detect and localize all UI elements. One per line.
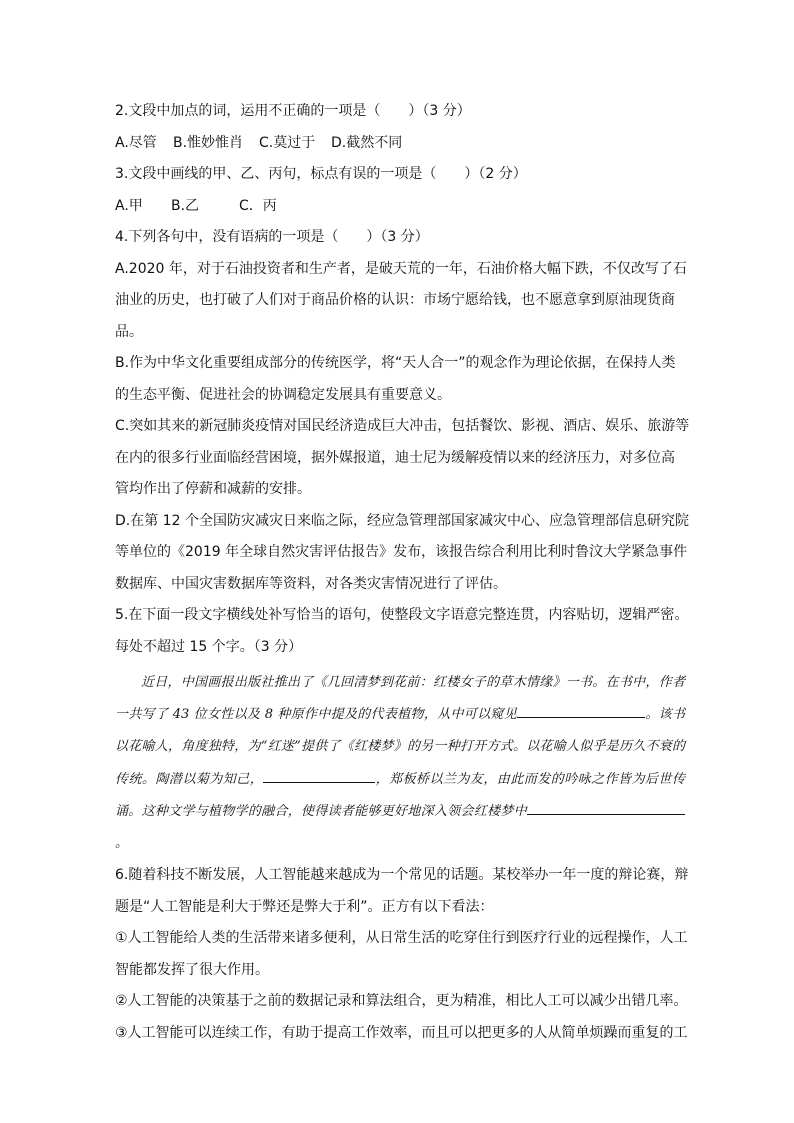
exam-page [115,96,690,1049]
passage-text: 。 [115,836,129,852]
question-2-stem: 2.文段中加点的词，运用不正确的一项是（ ）（3 分） [115,103,471,119]
point-3-line: ③人工智能可以连续工作，有助于提高工作效率，而且可以把更多的人从简单烦躁而重复的工 [115,1024,688,1041]
option-a: A.尽管 [115,134,157,151]
point-2-line: ②人工智能的决策基于之前的数据记录和算法组合，更为精准，相比人工可以减少出错几率。 [115,993,688,1010]
answer-blank-1[interactable] [517,699,645,718]
option-c-line: 管均作出了停薪和减薪的安排。 [115,481,311,497]
option-c-line: 在内的很多行业面临经营困境，据外媒报道，迪士尼为缓解疫情以来的经济压力，对多位高 [115,449,675,466]
option-b: B.惟妙惟肖 [173,134,244,151]
question-6-stem: 题是“人工智能是利大于弊还是弊大于利”。正方有以下看法： [115,898,494,915]
point-1-line: 智能都发挥了很大作用。 [115,961,269,978]
option-a-line: 油业的历史，也打破了人们对于商品价格的认识：市场宁愿给钱，也不愿意拿到原油现货商 [115,292,675,308]
question-3-stem: 3.文段中画线的甲、乙、丙句，标点有误的一项是（ ）（2 分） [115,166,527,182]
question-3-options [115,191,685,223]
question-5-passage [115,667,685,860]
question-2 [115,96,685,159]
option-c: C．丙 [239,197,277,214]
question-5-stem: 5.在下面一段文字横线处补写恰当的语句，使整段文字语意完整连贯，内容贴切，逻辑严密。 [115,607,689,623]
option-b-line: B.作为中华文化重要组成部分的传统医学，将“天人合一”的观念作为理论依据，在保持人类 [115,355,676,371]
option-c: C.莫过于 [259,134,316,151]
question-5-stem: 每处不超过 15 个字。（3 分） [115,638,303,655]
question-2-options [115,128,685,160]
option-d-line: D.在第 12 个全国防灾减灾日来临之际，经应急管理部国家减灾中心、应急管理部信息研究院 [115,512,689,529]
option-d: D.截然不同 [331,134,403,151]
passage-text: 。该书以花喻人，角度独特，为“红迷”提供了《红楼梦》的另一种打开方式。以花喻人似乎是历久不衰的传统。陶潜以菊为知己， [115,707,685,787]
option-a-line: A.2020 年，对于石油投资者和生产者，是破天荒的一年，石油价格大幅下跌，不仅改写了石 [115,260,687,277]
question-4-stem: 4.下列各句中，没有语病的一项是（ ）（3 分） [115,229,429,245]
passage-text: 近日，中国画报出版社推出了《几回清梦到花前：红楼女子的草木情缘》一书。在书中，作者一共写了 43 位女性以及 8 种原作中提及的代表植物，从中可以窥见 [115,675,685,723]
passage-text: ，郑板桥以兰为友，由此而发的吟咏之作皆为后世传诵。这种文学与植物学的融合，使得读者能够更好地深入领会红楼梦中 [115,771,685,819]
answer-blank-3[interactable] [527,796,685,815]
option-d-line: 数据库、中国灾害数据库等资料，对各类灾害情况进行了评估。 [115,575,507,592]
question-3 [115,159,685,222]
answer-blank-2[interactable] [263,764,375,783]
question-6 [115,860,689,1049]
point-1-line: ①人工智能给人类的生活带来诸多便利，从日常生活的吃穿住行到医疗行业的远程操作，人工 [115,930,688,947]
option-c-line: C.突如其来的新冠肺炎疫情对国民经济造成巨大冲击，包括餐饮、影视、酒店、娱乐、旅游等 [115,418,690,434]
question-5 [115,600,689,860]
question-4 [115,222,690,600]
option-d-line: 等单位的《2019 年全球自然灾害评估报告》发布，该报告综合利用比利时鲁汶大学紧急事件 [115,544,688,560]
question-6-stem: 6.随着科技不断发展，人工智能越来越成为一个常见的话题。某校举办一年一度的辩论赛，辩 [115,867,689,884]
option-a: A.甲 [115,197,143,214]
option-a-line: 品。 [115,323,143,340]
option-b: B.乙 [171,197,200,214]
option-b-line: 的生态平衡、促进社会的协调稳定发展具有重要意义。 [115,386,451,403]
